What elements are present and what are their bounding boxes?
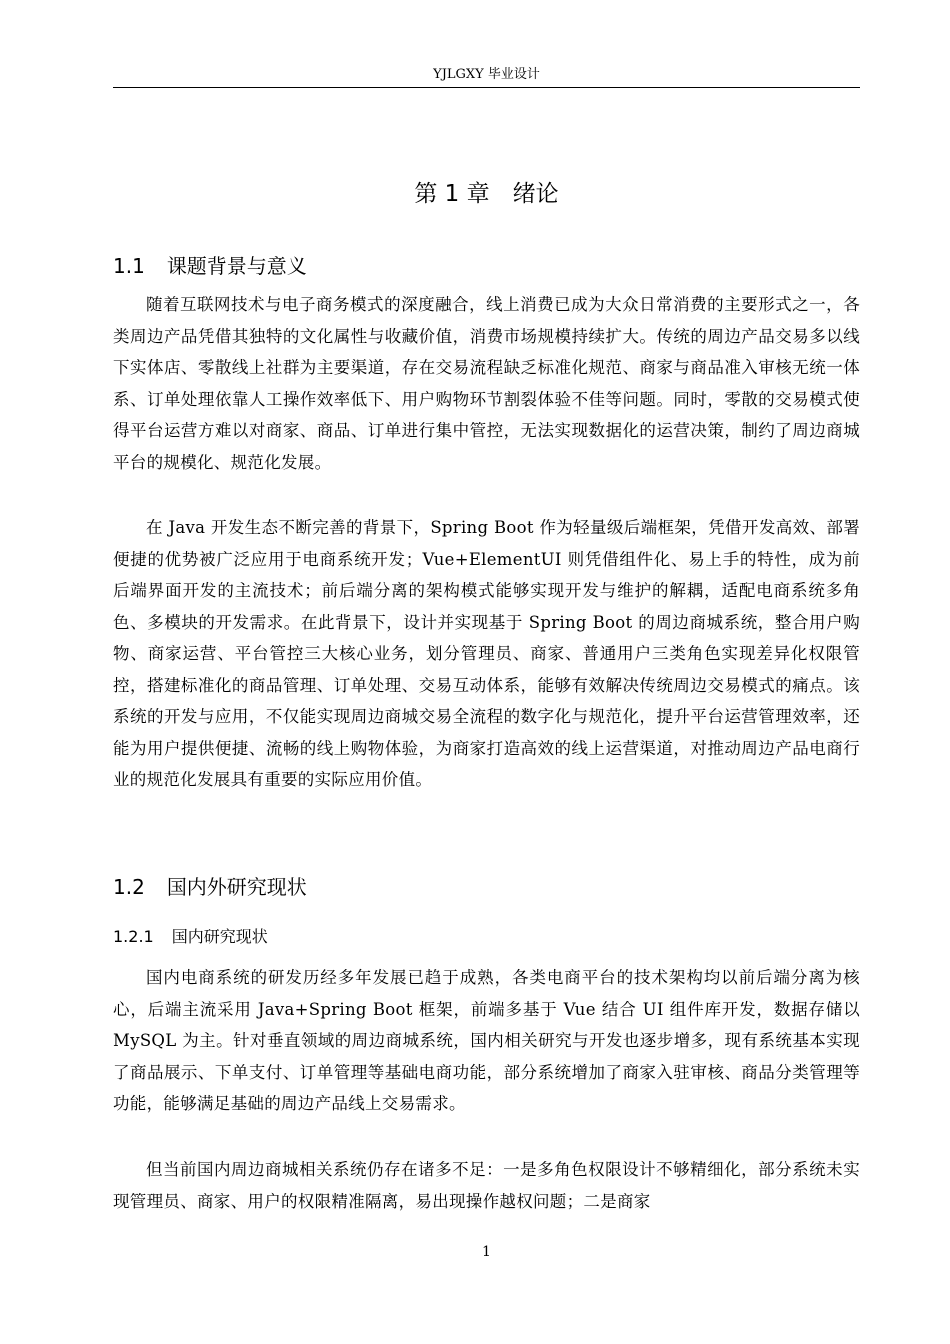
paragraph: 但当前国内周边商城相关系统仍存在诸多不足：一是多角色权限设计不够精细化，部分系统未实现管理员、商家、用户的权限精准隔离，易出现操作越权问题；二是商家 — [113, 1160, 860, 1211]
paragraph: 随着互联网技术与电子商务模式的深度融合，线上消费已成为大众日常消费的主要形式之一，各类周边产品凭借其独特的文化属性与收藏价值，消费市场规模持续扩大。传统的周边产品交易多以线下实体店、零散线上社群为主要渠道，存在交易流程缺乏标准化规范、商家与商品准入审核无统一体系、订单处理依靠人工操作效率低下、用户购物环节割裂体验不佳等问题。同时，零散的交易模式使得平台运营方难以对商家、商品、订单进行集中管控，无法实现数据化的运营决策，制约了周边商城平台的规模化、规范化发展。 — [113, 295, 860, 472]
section-heading-1-1 — [113, 252, 307, 280]
header-rule — [113, 87, 860, 88]
paragraph: 在 Java 开发生态不断完善的背景下，Spring Boot 作为轻量级后端框架，凭借开发高效、部署便捷的优势被广泛应用于电商系统开发；Vue+ElementUI 则凭借组件化、易上手的特性，成为前后端界面开发的主流技术；前后端分离的架构模式能够实现开发与维护的解耦，适配电商系统多角色、多模块的开发需求。在此背景下，设计并实现基于 Spring Boot 的周边商城系统，整合用户购物、商家运营、平台管控三大核心业务，划分管理员、商家、普通用户三类角色实现差异化权限管控，搭建标准化的商品管理、订单处理、交易互动体系，能够有效解决传统周边交易模式的痛点。该系统的开发与应用，不仅能实现周边商城交易全流程的数字化与规范化，提升平台运营管理效率，还能为用户提供便捷、流畅的线上购物体验，为商家打造高效的线上运营渠道，对推动周边产品电商行业的规范化发展具有重要的实际应用价值。 — [113, 518, 860, 789]
page-number: 1 — [482, 1244, 491, 1260]
section-number: 1.2 — [113, 875, 145, 899]
page-header: YJLGXY 毕业设计 — [433, 67, 540, 82]
section-title: 国内外研究现状 — [166, 875, 307, 899]
section-heading-1-2 — [113, 873, 307, 901]
section-title: 课题背景与意义 — [166, 254, 307, 278]
subsection-number: 1.2.1 — [113, 927, 154, 946]
subsection-title: 国内研究现状 — [171, 927, 268, 946]
chapter-title: 第 1 章 绪论 — [414, 181, 559, 207]
paragraph: 国内电商系统的研发历经多年发展已趋于成熟，各类电商平台的技术架构均以前后端分离为核心，后端主流采用 Java+Spring Boot 框架，前端多基于 Vue 结合 UI 组件库开发，数据存储以 MySQL 为主。针对垂直领域的周边商城系统，国内相关研究与开发也逐步增多，现有系统基本实现了商品展示、下单支付、订单管理等基础电商功能，部分系统增加了商家入驻审核、商品分类管理等功能，能够满足基础的周边产品线上交易需求。 — [113, 968, 860, 1113]
subsection-heading-1-2-1 — [113, 926, 268, 948]
section-number: 1.1 — [113, 254, 145, 278]
